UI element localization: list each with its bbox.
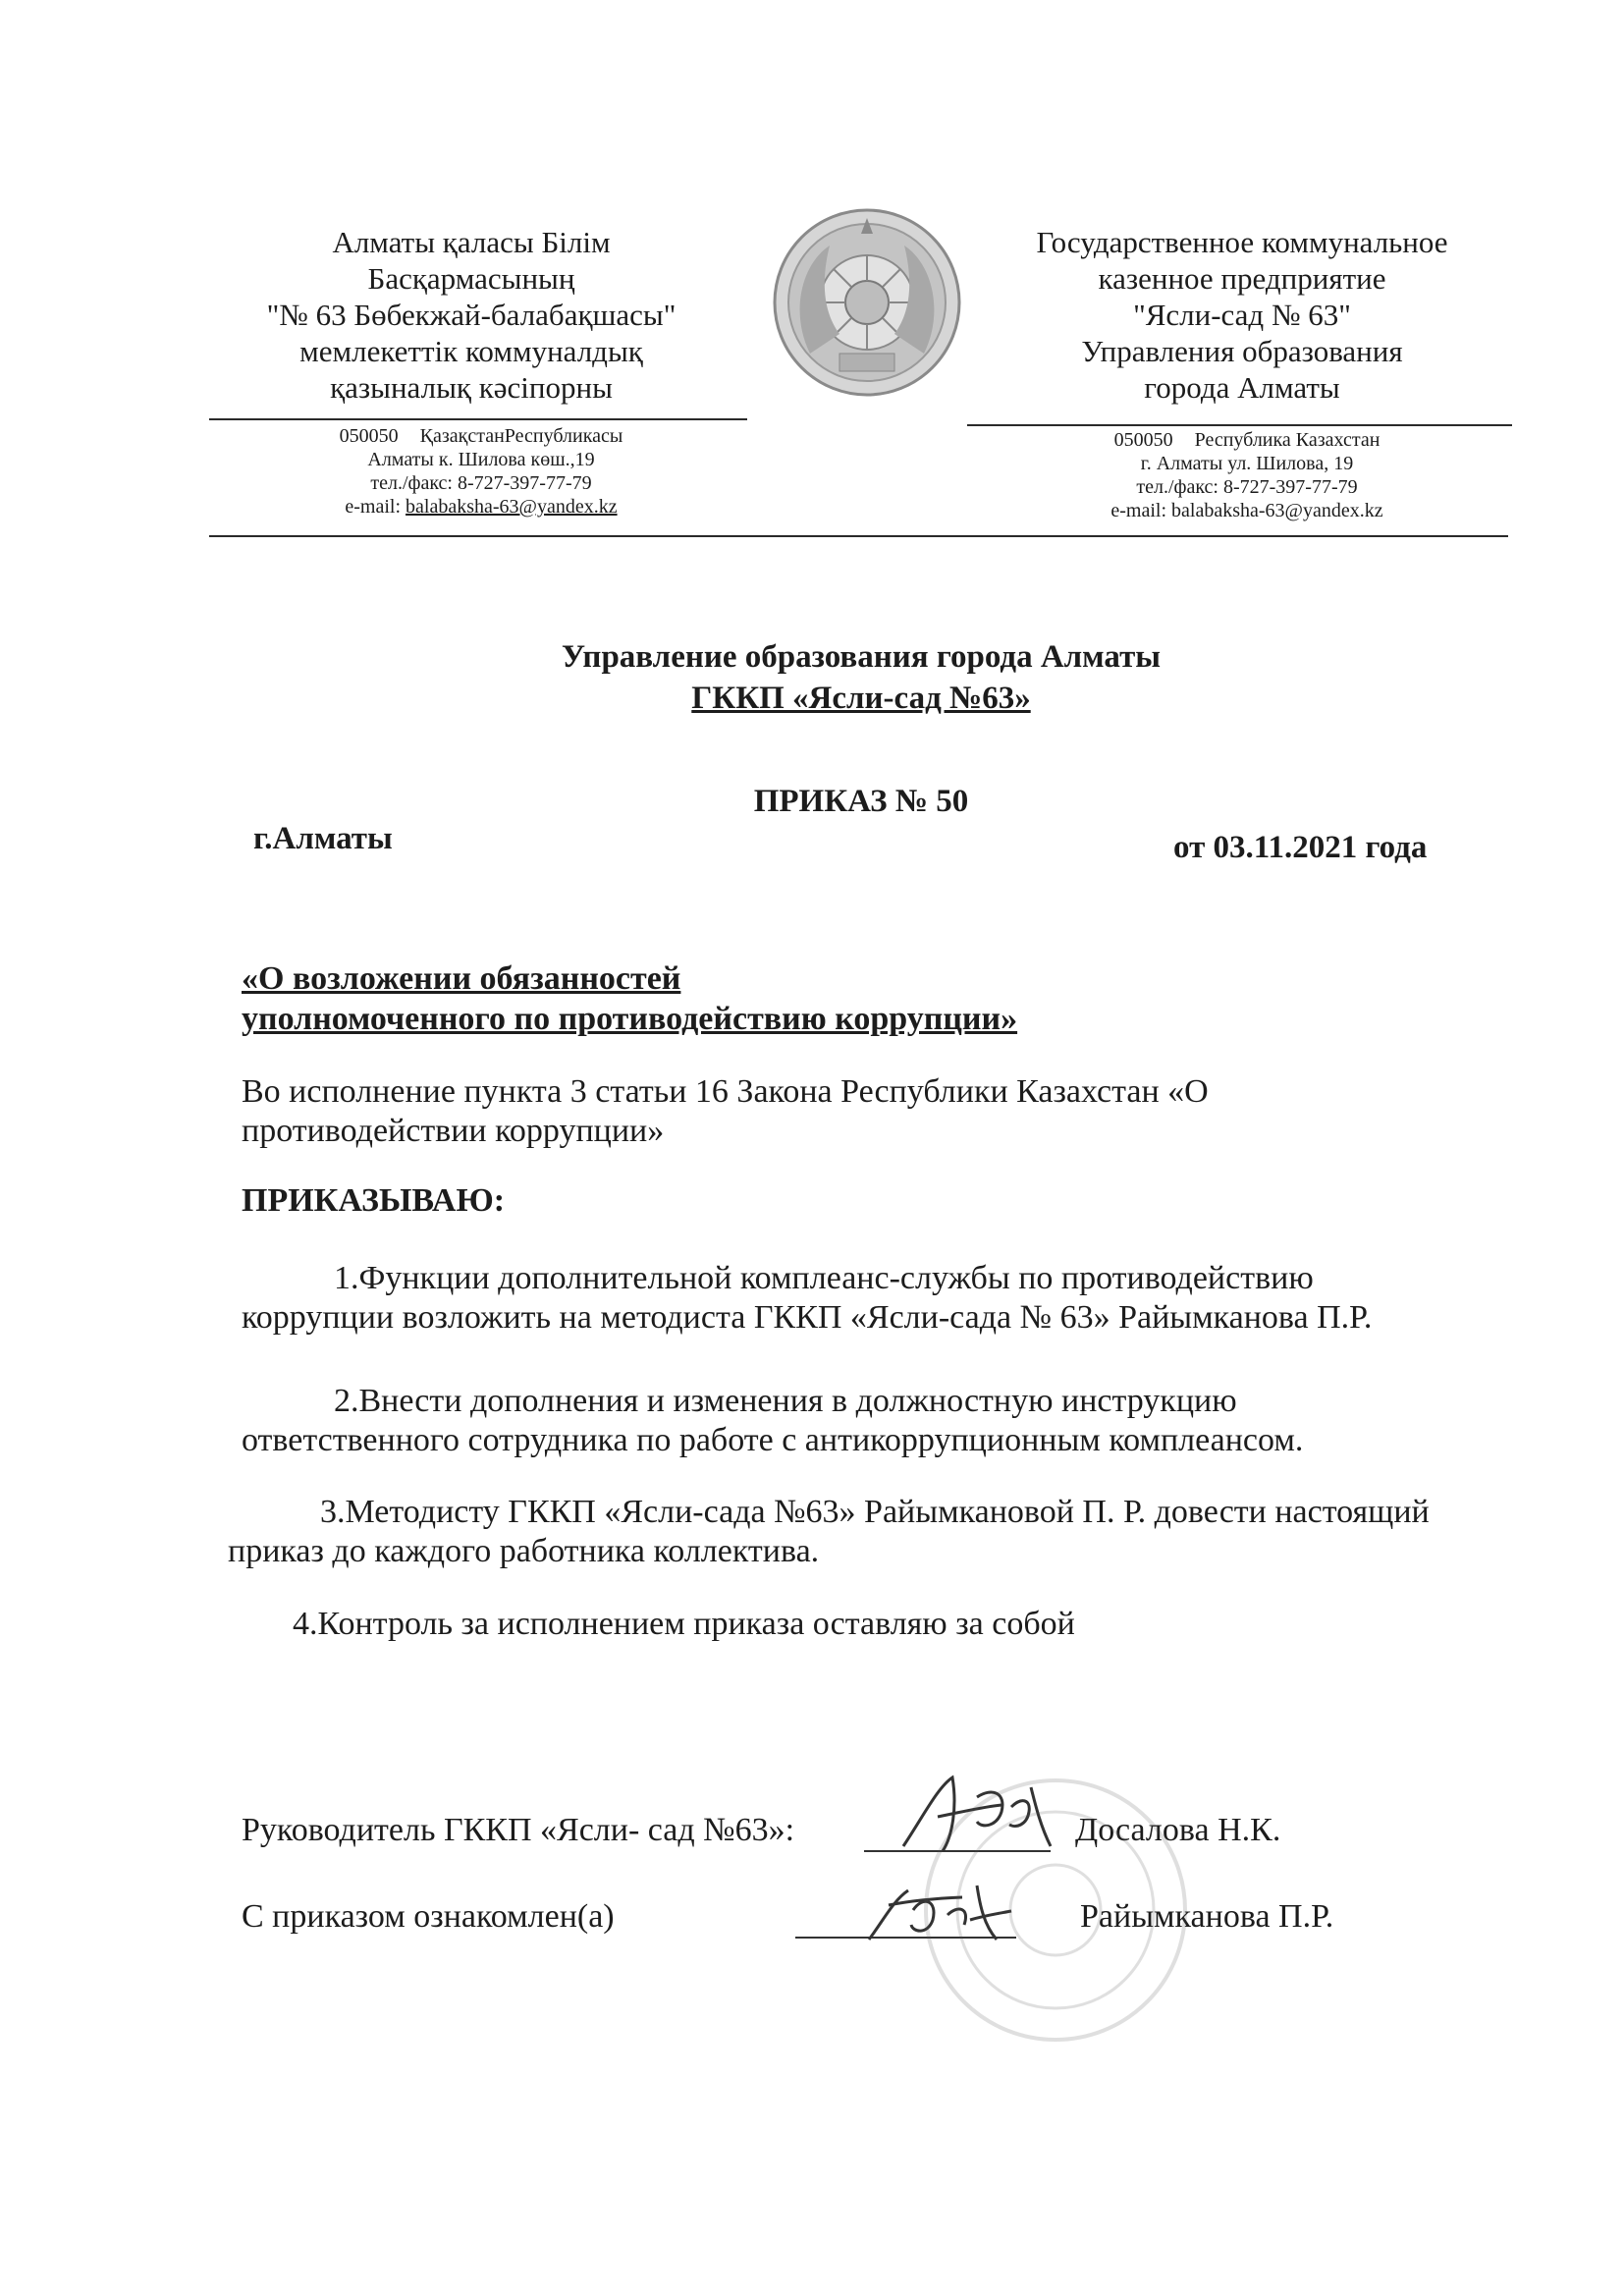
subject-line-2: уполномоченного по противодействию коррупции»: [242, 1001, 1018, 1037]
left-street: Алматы к. Шилова көш.,19: [367, 449, 595, 470]
right-phone: тел./факс: 8-727-397-77-79: [1136, 476, 1358, 498]
left-postal-code: 050050: [339, 425, 399, 447]
header-right-address: [1021, 428, 1473, 522]
left-phone: тел./факс: 8-727-397-77-79: [370, 472, 592, 494]
header-right-line: казенное предприятие: [1098, 261, 1386, 296]
subject-line-1: «О возложении обязанностей: [242, 960, 681, 997]
order-subject: [242, 958, 1017, 1039]
order-command: ПРИКАЗЫВАЮ:: [242, 1182, 506, 1219]
signature-ack-name: Райымканова П.Р.: [1080, 1898, 1334, 1935]
order-item-1: 1.Функции дополнительной комплеанс-службы по противодействию коррупции возложить на методиста ГККП «Ясли-сада № 63» Райымканова П.Р.: [242, 1260, 1373, 1336]
header-right-name: [977, 224, 1507, 406]
header-right-line: "Ясли-сад № 63": [1133, 298, 1351, 332]
org-title: [0, 636, 1624, 719]
order-basis: Во исполнение пункта 3 статьи 16 Закона Республики Казахстан «О противодействии коррупции»: [242, 1073, 1209, 1149]
header-left-name: [187, 224, 756, 406]
header-left-line: "№ 63 Бөбекжай-балабақшасы": [266, 298, 677, 332]
left-email[interactable]: balabaksha-63@yandex.kz: [406, 496, 618, 518]
left-country: ҚазақстанРеспубликасы: [419, 425, 623, 447]
signature-head-name: Досалова Н.К.: [1075, 1812, 1281, 1848]
signature-ack-label: С приказом ознакомлен(а): [242, 1898, 615, 1935]
header-left-line: Алматы қаласы Білім: [332, 225, 611, 259]
header-right-line: Государственное коммунальное: [1036, 225, 1448, 259]
kazakhstan-state-emblem-icon: [771, 206, 963, 399]
header-right-line: Управления образования: [1081, 334, 1403, 368]
stamp-seal: [918, 1773, 1193, 2048]
right-email[interactable]: balabaksha-63@yandex.kz: [1171, 500, 1383, 521]
header-right-line: города Алматы: [1144, 370, 1340, 405]
header-left-line: мемлекеттік коммуналдық: [299, 334, 643, 368]
order-item-4: 4.Контроль за исполнением приказа оставляю за собой: [293, 1606, 1075, 1642]
right-street: г. Алматы ул. Шилова, 19: [1140, 453, 1354, 474]
org-line-1: Управление образования города Алматы: [561, 639, 1162, 675]
order-title: ПРИКАЗ № 50: [753, 784, 969, 819]
order-item-3: 3.Методисту ГККП «Ясли-сада №63» Райымкановой П. Р. довести настоящий приказ до каждого работника коллектива.: [228, 1494, 1430, 1569]
header-bottom-rule: [209, 535, 1508, 537]
order-city: г.Алматы: [253, 821, 393, 856]
signature-head-label: Руководитель ГККП «Ясли- сад №63»:: [242, 1812, 795, 1848]
right-email-label: e-mail:: [1110, 500, 1167, 521]
order-date: от 03.11.2021 года: [1173, 830, 1428, 865]
order-item-2: 2.Внести дополнения и изменения в должностную инструкцию ответственного сотрудника по работе с антикоррупционным комплеансом.: [242, 1383, 1304, 1458]
right-country: Республика Казахстан: [1194, 429, 1380, 451]
header-right-rule: [967, 424, 1512, 426]
right-postal-code: 050050: [1113, 429, 1173, 451]
header-left-line: қазыналық кәсіпорны: [330, 370, 613, 405]
header-left-rule: [209, 418, 747, 420]
header-left-address: [245, 424, 717, 519]
org-line-2: ГККП «Ясли-сад №63»: [691, 681, 1031, 716]
left-email-label: e-mail:: [345, 496, 402, 518]
header-left-line: Басқармасының: [367, 261, 575, 296]
